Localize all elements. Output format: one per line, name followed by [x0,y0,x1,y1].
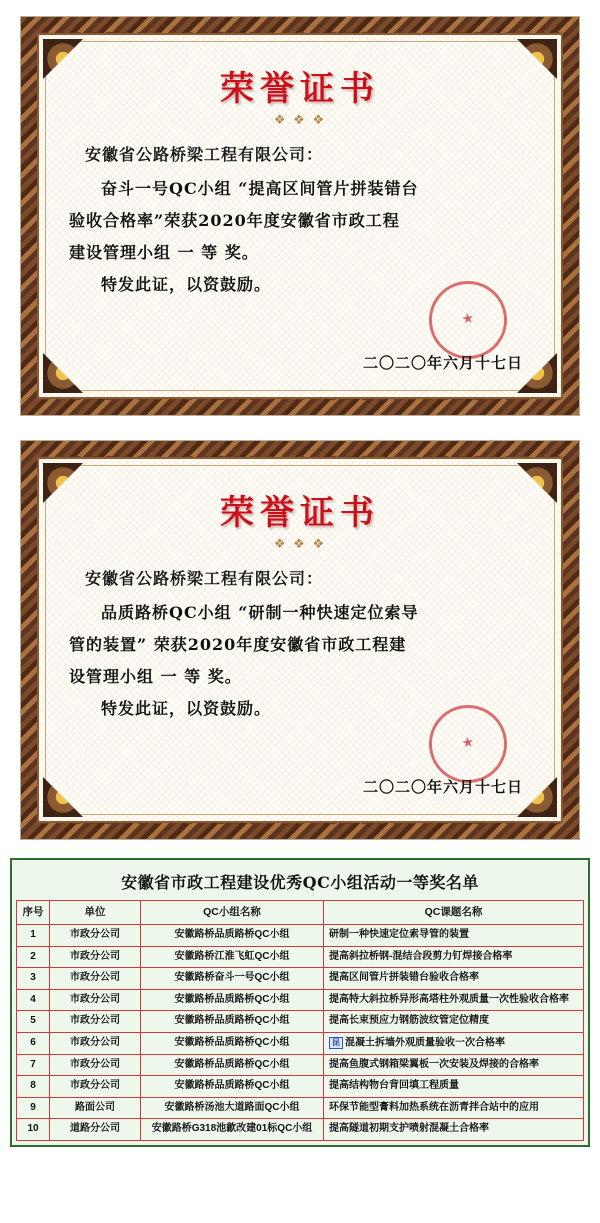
cell-topic [324,1119,584,1141]
cell-topic [324,1054,584,1076]
certificate-line: 设管理小组 一 等 奖。 [69,667,242,686]
table-row [17,946,584,968]
certificate-border [21,441,579,839]
certificate-date: 二〇二〇年六月十七日 [362,354,523,372]
cell-topic [324,968,584,990]
cell-topic-text: 混凝土拆墙外观质量验收一次合格率 [345,1037,505,1049]
column-header-unit: 单位 [50,901,141,925]
certificate-1 [20,16,580,416]
cell-no: 10 [17,1119,50,1141]
cell-team: 安徽路桥G318池歙改建01标QC小组 [141,1119,324,1141]
award-list-table-container [10,858,590,1147]
table-row [17,1076,584,1098]
cell-topic-text: 提高结构物台背回填工程质量 [329,1080,459,1092]
cell-unit: 市政分公司 [50,925,141,947]
cell-topic [324,1032,584,1054]
table-row [17,1097,584,1119]
certificate-date: 二〇二〇年六月十七日 [362,778,523,796]
table-header [17,901,584,925]
table-caption: 安徽省市政工程建设优秀QC小组活动一等奖名单 [16,864,584,900]
certificate-title: 荣誉证书 [220,69,380,109]
cell-unit: 市政分公司 [50,989,141,1011]
certificate-line: 奋斗一号QC小组 “提高区间管片拼装错台 [101,179,419,198]
column-header-team: QC小组名称 [141,901,324,925]
certificate-frame [20,16,580,416]
cell-team: 安徽路桥品质路桥QC小组 [141,1032,324,1054]
certificate-recipient: 安徽省公路桥梁工程有限公司： [85,569,324,588]
seal-star-icon: ★ [460,310,476,329]
seal-star-icon: ★ [460,734,476,753]
award-list-table [16,864,584,1141]
cell-topic-text: 提高长束预应力钢筋波纹管定位精度 [329,1015,489,1027]
certificate-line: 建设管理小组 一 等 奖。 [69,243,259,262]
certificate-closing: 特发此证，以资鼓励。 [101,275,272,294]
cell-team: 安徽路桥品质路桥QC小组 [141,1054,324,1076]
cell-no: 3 [17,968,50,990]
certificate-border [21,17,579,415]
inline-badge: 昆 [329,1037,343,1049]
cell-topic-text: 研制一种快速定位索导管的装置 [329,929,469,941]
cell-topic-text: 提高斜拉桥钢-混结合段剪力钉焊接合格率 [329,950,513,962]
table-row [17,1011,584,1033]
cell-topic-text: 提高特大斜拉桥异形高塔柱外观质量一次性验收合格率 [329,993,569,1005]
cell-no: 5 [17,1011,50,1033]
cell-unit: 市政分公司 [50,946,141,968]
cell-team: 安徽路桥品质路桥QC小组 [141,925,324,947]
cell-unit: 道路分公司 [50,1119,141,1141]
column-header-topic: QC课题名称 [324,901,584,925]
cell-no: 1 [17,925,50,947]
table-row [17,925,584,947]
certificate-closing: 特发此证，以资鼓励。 [101,699,272,718]
table-row [17,989,584,1011]
cell-team: 安徽路桥品质路桥QC小组 [141,1076,324,1098]
cell-unit: 市政分公司 [50,1011,141,1033]
table-row [17,1054,584,1076]
cell-team: 安徽路桥江淮飞虹QC小组 [141,946,324,968]
title-ornament-icon: ❖ ❖ ❖ [273,112,327,127]
cell-topic-text: 环保节能型膏料加热系统在沥青拌合站中的应用 [329,1101,539,1113]
cell-no: 4 [17,989,50,1011]
cell-unit: 市政分公司 [50,968,141,990]
title-ornament-icon: ❖ ❖ ❖ [273,536,327,551]
certificate-content [37,33,563,399]
table-header-row [17,901,584,925]
cell-no: 6 [17,1032,50,1054]
cell-topic [324,1076,584,1098]
cell-team: 安徽路桥奋斗一号QC小组 [141,968,324,990]
cell-team: 安徽路桥品质路桥QC小组 [141,1011,324,1033]
certificate-frame [20,440,580,840]
cell-no: 9 [17,1097,50,1119]
certificate-recipient: 安徽省公路桥梁工程有限公司： [85,145,324,164]
cell-topic [324,989,584,1011]
cell-unit: 市政分公司 [50,1054,141,1076]
certificate-title: 荣誉证书 [220,493,380,533]
cell-topic [324,1097,584,1119]
table-row [17,1032,584,1054]
certificate-footer [69,310,531,373]
certificate-footer [69,734,531,797]
cell-no: 7 [17,1054,50,1076]
certificate-line: 品质路桥QC小组 “研制一种快速定位索导 [101,603,419,622]
table-body [17,925,584,1141]
cell-unit: 市政分公司 [50,1076,141,1098]
cell-team: 安徽路桥品质路桥QC小组 [141,989,324,1011]
cell-team: 安徽路桥汤池大道路面QC小组 [141,1097,324,1119]
cell-topic [324,925,584,947]
certificate-line: 验收合格率”荣获2020年度安徽省市政工程 [69,211,400,230]
column-header-no: 序号 [17,901,50,925]
certificates-page [0,16,600,1147]
certificate-2 [20,440,580,840]
cell-topic-text: 提高区间管片拼装错台验收合格率 [329,972,479,984]
certificate-content [37,457,563,823]
cell-topic-text: 提高隧道初期支护喷射混凝土合格率 [329,1123,489,1135]
table-row [17,968,584,990]
cell-no: 2 [17,946,50,968]
cell-topic-text: 提高鱼腹式钢箱梁翼板一次安装及焊接的合格率 [329,1058,539,1070]
cell-unit: 路面公司 [50,1097,141,1119]
certificate-line: 管的装置” 荣获2020年度安徽省市政工程建 [69,635,407,654]
cell-no: 8 [17,1076,50,1098]
table-row [17,1119,584,1141]
cell-topic [324,1011,584,1033]
cell-topic [324,946,584,968]
cell-unit: 市政分公司 [50,1032,141,1054]
